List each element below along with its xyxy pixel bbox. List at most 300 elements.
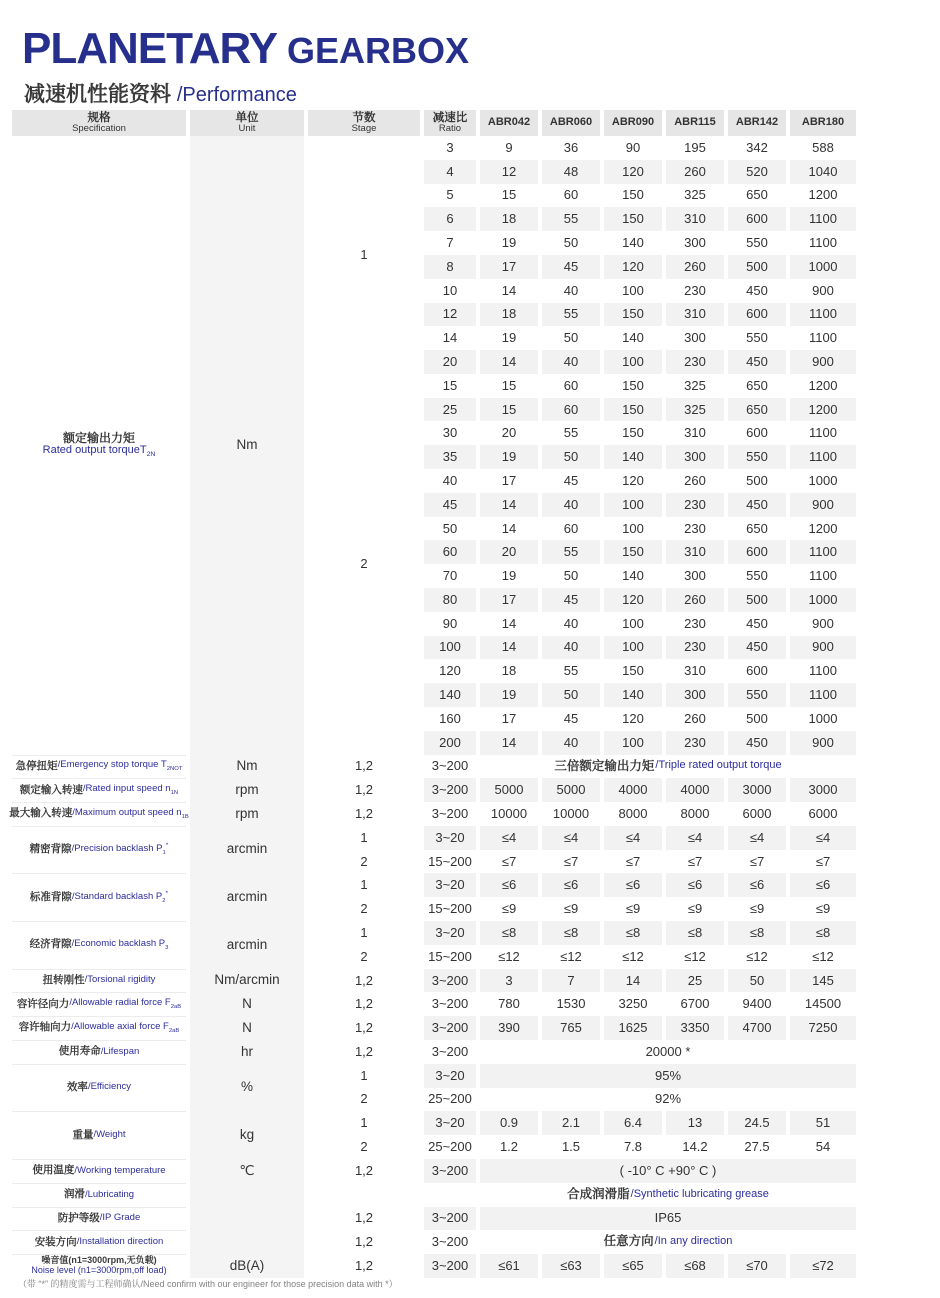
ratio-cell: 3~200 <box>431 1210 469 1226</box>
stage-cell: 2 <box>360 948 368 964</box>
span-value-cell: 任意方向 /In any direction <box>603 1234 733 1249</box>
value-cell: 6000 <box>742 805 772 821</box>
value-cell: ≤12 <box>560 948 582 964</box>
value-cell: ≤4 <box>501 829 517 845</box>
value-cell: 19 <box>501 568 517 584</box>
value-cell: 55 <box>563 425 579 441</box>
value-cell: 325 <box>684 187 706 203</box>
value-cell: 24.5 <box>744 1115 770 1131</box>
group-separator <box>12 1159 186 1160</box>
value-cell: ≤6 <box>625 877 641 893</box>
value-cell: 40 <box>563 734 579 750</box>
value-cell: 9400 <box>742 996 772 1012</box>
ratio-cell: 120 <box>439 663 461 679</box>
value-cell: 500 <box>746 472 768 488</box>
value-cell: 14 <box>501 353 517 369</box>
span-value-cell: 三倍额定输出力矩 /Triple rated output torque <box>554 758 782 773</box>
value-cell: 4000 <box>680 782 710 798</box>
value-cell: ≤7 <box>563 853 579 869</box>
value-cell: 150 <box>622 425 644 441</box>
value-cell: 650 <box>746 377 768 393</box>
value-cell: 3 <box>505 972 513 988</box>
value-cell: 140 <box>622 235 644 251</box>
value-cell: 18 <box>501 211 517 227</box>
unit-label: Nm/arcmin <box>214 972 280 988</box>
value-cell: 650 <box>746 520 768 536</box>
value-cell: 390 <box>498 1020 520 1036</box>
ratio-cell: 100 <box>439 639 461 655</box>
ratio-cell: 35 <box>442 449 458 465</box>
value-cell: 14 <box>625 972 641 988</box>
value-cell: 60 <box>563 187 579 203</box>
value-cell: 48 <box>563 163 579 179</box>
header-cell-stage: 节数 Stage <box>308 110 420 136</box>
unit-label: Nm <box>236 436 258 452</box>
group-separator <box>12 1230 186 1231</box>
span-value-cell: 合成润滑脂 /Synthetic lubricating grease <box>567 1186 769 1201</box>
value-cell: 650 <box>746 401 768 417</box>
value-cell: 55 <box>563 211 579 227</box>
value-cell: 10000 <box>490 805 528 821</box>
ratio-cell: 3~200 <box>431 972 469 988</box>
value-cell: 1100 <box>809 544 837 560</box>
value-cell: 325 <box>684 401 706 417</box>
ratio-cell: 45 <box>442 496 458 512</box>
value-cell: ≤8 <box>815 924 831 940</box>
ratio-cell: 3~200 <box>431 805 469 821</box>
value-cell: 19 <box>501 330 517 346</box>
value-cell: 120 <box>622 591 644 607</box>
stage-cell: 1 <box>360 1115 368 1131</box>
value-cell: 1100 <box>809 211 837 227</box>
value-cell: 15 <box>501 187 517 203</box>
value-cell: 1000 <box>808 258 838 274</box>
value-cell: ≤12 <box>746 948 768 964</box>
value-cell: 19 <box>501 235 517 251</box>
value-cell: 36 <box>563 139 579 155</box>
value-cell: 900 <box>812 615 834 631</box>
value-cell: 4700 <box>742 1020 772 1036</box>
value-cell: ≤9 <box>501 901 517 917</box>
value-cell: 54 <box>815 1139 831 1155</box>
value-cell: 1.5 <box>561 1139 581 1155</box>
value-cell: 100 <box>622 734 644 750</box>
group-separator <box>12 1040 186 1041</box>
ratio-cell: 3~200 <box>431 1234 469 1250</box>
ratio-cell: 15~200 <box>428 853 472 869</box>
value-cell: 900 <box>812 282 834 298</box>
value-cell: 900 <box>812 496 834 512</box>
value-cell: 765 <box>560 1020 582 1036</box>
value-cell: 260 <box>684 591 706 607</box>
spec-label: 防护等级 /IP Grade <box>57 1211 141 1224</box>
value-cell: 1200 <box>808 377 838 393</box>
value-cell: 230 <box>684 353 706 369</box>
value-cell: 55 <box>563 544 579 560</box>
value-cell: 600 <box>746 306 768 322</box>
value-cell: 7250 <box>808 1020 838 1036</box>
value-cell: 45 <box>563 710 579 726</box>
value-cell: 55 <box>563 663 579 679</box>
ratio-cell: 140 <box>439 687 461 703</box>
value-cell: 18 <box>501 663 517 679</box>
value-cell: ≤12 <box>498 948 520 964</box>
span-value-cell: 95% <box>654 1067 682 1083</box>
page-subtitle <box>24 78 297 108</box>
value-cell: ≤68 <box>684 1258 706 1273</box>
value-cell: 40 <box>563 282 579 298</box>
group-separator <box>12 969 186 970</box>
value-cell: 19 <box>501 687 517 703</box>
value-cell: 10000 <box>552 805 590 821</box>
value-cell: 300 <box>684 449 706 465</box>
value-cell: 3000 <box>742 782 772 798</box>
value-cell: ≤6 <box>749 877 765 893</box>
header-cell-specification: 规格 Specification <box>12 110 186 136</box>
value-cell: ≤8 <box>687 924 703 940</box>
value-cell: 25 <box>687 972 703 988</box>
value-cell: 1100 <box>809 330 837 346</box>
value-cell: 0.9 <box>499 1115 519 1131</box>
value-cell: 140 <box>622 687 644 703</box>
header-cell-model-ABR090: ABR090 <box>604 110 662 136</box>
value-cell: ≤12 <box>812 948 834 964</box>
spec-label: 急停扭矩 /Emergency stop torque $T_{2NOT}$ <box>15 759 183 773</box>
ratio-cell: 70 <box>442 568 458 584</box>
value-cell: ≤6 <box>687 877 703 893</box>
group-separator <box>12 826 186 827</box>
value-cell: 1200 <box>808 401 838 417</box>
value-cell: 27.5 <box>744 1139 770 1155</box>
unit-label: arcmin <box>226 888 268 904</box>
ratio-cell: 3~20 <box>435 829 465 845</box>
value-cell: 1200 <box>808 520 838 536</box>
value-cell: 230 <box>684 615 706 631</box>
value-cell: ≤4 <box>749 829 765 845</box>
header-cell-ratio: 减速比 Ratio <box>424 110 476 136</box>
value-cell: ≤7 <box>687 853 703 869</box>
unit-label: dB(A) <box>229 1257 265 1273</box>
value-cell: 300 <box>684 235 706 251</box>
value-cell: ≤9 <box>563 901 579 917</box>
value-cell: 45 <box>563 258 579 274</box>
spec-label: 额定输入转速 /Rated input speed $n_{1N}$ <box>19 783 179 796</box>
spec-label: 精密背隙 /Precision backlash $P_1^*$ <box>29 842 169 857</box>
stage-cell: 2 <box>360 1091 368 1107</box>
span-value-cell: 20000 * <box>645 1043 691 1059</box>
ratio-cell: 8 <box>446 258 454 274</box>
value-cell: 600 <box>746 544 768 560</box>
value-cell: 1100 <box>809 306 837 322</box>
performance-table <box>9 110 856 1278</box>
page-title-primary: PLANETARY <box>22 24 277 73</box>
value-cell: 17 <box>501 472 517 488</box>
value-cell: 9 <box>505 139 513 155</box>
ratio-cell: 40 <box>442 472 458 488</box>
stage-cell: 1,2 <box>354 1234 374 1250</box>
value-cell: 310 <box>684 306 706 322</box>
value-cell: 1530 <box>556 996 586 1012</box>
value-cell: 230 <box>684 520 706 536</box>
value-cell: ≤9 <box>625 901 641 917</box>
value-cell: ≤63 <box>560 1258 582 1273</box>
value-cell: 450 <box>746 615 768 631</box>
value-cell: 50 <box>563 687 579 703</box>
value-cell: 1100 <box>809 425 837 441</box>
value-cell: 550 <box>746 235 768 251</box>
value-cell: 3000 <box>808 782 838 798</box>
spec-label: 安装方向 /Installation direction <box>34 1235 164 1248</box>
value-cell: ≤4 <box>687 829 703 845</box>
value-cell: 1.2 <box>499 1139 519 1155</box>
unit-label: N <box>242 996 252 1012</box>
value-cell: 1100 <box>809 568 837 584</box>
value-cell: 310 <box>684 544 706 560</box>
value-cell: 18 <box>501 306 517 322</box>
value-cell: 500 <box>746 258 768 274</box>
value-cell: 14.2 <box>682 1139 708 1155</box>
value-cell: 500 <box>746 591 768 607</box>
ratio-cell: 25 <box>442 401 458 417</box>
value-cell: 40 <box>563 615 579 631</box>
value-cell: 450 <box>746 282 768 298</box>
value-cell: 100 <box>622 639 644 655</box>
value-cell: 2.1 <box>561 1115 581 1131</box>
ratio-cell: 20 <box>442 353 458 369</box>
spec-label: 最大输入转速 /Maximum output speed $n_{1B}$ <box>9 806 189 820</box>
ratio-cell: 15~200 <box>428 948 472 964</box>
value-cell: 300 <box>684 687 706 703</box>
unit-label: rpm <box>235 781 259 797</box>
value-cell: 6700 <box>680 996 710 1012</box>
value-cell: 450 <box>746 496 768 512</box>
value-cell: 50 <box>749 972 765 988</box>
value-cell: 140 <box>622 449 644 465</box>
value-cell: 4000 <box>618 782 648 798</box>
value-cell: 150 <box>622 377 644 393</box>
value-cell: 5000 <box>494 782 524 798</box>
spec-label: 润滑 /Lubricating <box>63 1187 135 1200</box>
value-cell: 14 <box>501 615 517 631</box>
value-cell: 100 <box>622 520 644 536</box>
ratio-cell: 14 <box>442 330 458 346</box>
ratio-cell: 7 <box>446 235 454 251</box>
stage-cell: 1,2 <box>354 1020 374 1036</box>
value-cell: 342 <box>746 139 768 155</box>
value-cell: 50 <box>563 330 579 346</box>
value-cell: 550 <box>746 449 768 465</box>
value-cell: 17 <box>501 710 517 726</box>
stage-cell: 1,2 <box>354 805 374 821</box>
value-cell: ≤8 <box>625 924 641 940</box>
value-cell: 40 <box>563 353 579 369</box>
value-cell: 100 <box>622 496 644 512</box>
unit-label: Nm <box>236 758 258 774</box>
value-cell: 14 <box>501 734 517 750</box>
spec-label: 重量 /Weight <box>72 1128 126 1141</box>
value-cell: 17 <box>501 591 517 607</box>
ratio-cell: 12 <box>442 306 458 322</box>
span-value-cell: IP65 <box>654 1210 682 1226</box>
stage-cell: 1,2 <box>354 1043 374 1059</box>
value-cell: ≤8 <box>563 924 579 940</box>
value-cell: 8000 <box>618 805 648 821</box>
ratio-cell: 3~20 <box>435 1067 465 1083</box>
value-cell: 14500 <box>804 996 842 1012</box>
value-cell: 300 <box>684 330 706 346</box>
value-cell: 260 <box>684 472 706 488</box>
value-cell: 60 <box>563 520 579 536</box>
group-separator <box>12 1064 186 1065</box>
value-cell: ≤8 <box>501 924 517 940</box>
value-cell: 3250 <box>618 996 648 1012</box>
page-title-secondary: GEARBOX <box>287 30 470 71</box>
value-cell: 520 <box>746 163 768 179</box>
value-cell: 145 <box>812 972 834 988</box>
value-cell: 40 <box>563 639 579 655</box>
value-cell: 600 <box>746 211 768 227</box>
subtitle-english: /Performance <box>176 84 297 106</box>
spec-label: 效率 /Efficiency <box>66 1080 132 1093</box>
ratio-cell: 60 <box>442 544 458 560</box>
spec-label: 经济背隙 /Economic backlash $P_3$ <box>29 937 169 951</box>
unit-label: rpm <box>235 805 259 821</box>
stage-cell: 1 <box>360 1067 368 1083</box>
value-cell: 300 <box>684 568 706 584</box>
value-cell: ≤9 <box>815 901 831 917</box>
span-value-cell: 92% <box>654 1091 682 1107</box>
value-cell: ≤8 <box>749 924 765 940</box>
value-cell: 780 <box>498 996 520 1012</box>
stage-cell: 1,2 <box>354 1210 374 1226</box>
value-cell: 260 <box>684 710 706 726</box>
value-cell: ≤7 <box>625 853 641 869</box>
value-cell: 15 <box>501 377 517 393</box>
value-cell: 100 <box>622 282 644 298</box>
value-cell: ≤9 <box>687 901 703 917</box>
page-header <box>22 24 469 74</box>
ratio-cell: 25~200 <box>428 1139 472 1155</box>
value-cell: 230 <box>684 496 706 512</box>
value-cell: 900 <box>812 639 834 655</box>
value-cell: 1100 <box>809 663 837 679</box>
unit-label: N <box>242 1019 252 1035</box>
value-cell: 6000 <box>808 805 838 821</box>
footnote: （带 “*” 的精度需与工程师确认/Need confirm with our engineer for those precision data with *） <box>18 1279 398 1289</box>
value-cell: 120 <box>622 472 644 488</box>
value-cell: 19 <box>501 449 517 465</box>
subtitle-chinese: 减速机性能资料 <box>24 83 177 106</box>
ratio-cell: 90 <box>442 615 458 631</box>
stage-cell: 1 <box>360 829 368 845</box>
ratio-cell: 3~20 <box>435 924 465 940</box>
ratio-cell: 3 <box>446 139 454 155</box>
stage-cell: 1,2 <box>354 782 374 798</box>
ratio-cell: 50 <box>442 520 458 536</box>
value-cell: 310 <box>684 211 706 227</box>
value-cell: 50 <box>563 449 579 465</box>
value-cell: 50 <box>563 235 579 251</box>
stage-cell: 1,2 <box>354 1162 374 1178</box>
value-cell: 550 <box>746 687 768 703</box>
ratio-cell: 3~200 <box>431 1043 469 1059</box>
ratio-cell: 15 <box>442 377 458 393</box>
value-cell: 90 <box>625 139 641 155</box>
value-cell: 140 <box>622 330 644 346</box>
value-cell: 1000 <box>808 472 838 488</box>
value-cell: 14 <box>501 496 517 512</box>
value-cell: 17 <box>501 258 517 274</box>
group-separator <box>12 1016 186 1017</box>
value-cell: 3350 <box>680 1020 710 1036</box>
value-cell: 140 <box>622 568 644 584</box>
value-cell: 14 <box>501 639 517 655</box>
group-separator <box>12 1207 186 1208</box>
spec-label: 扭转刚性 /Torsional rigidity <box>42 973 156 986</box>
value-cell: 13 <box>687 1115 703 1131</box>
header-cell-unit: 单位 Unit <box>190 110 304 136</box>
value-cell: 588 <box>812 139 834 155</box>
stage-cell: 1,2 <box>354 758 374 774</box>
value-cell: ≤72 <box>812 1258 834 1273</box>
header-cell-model-ABR180: ABR180 <box>790 110 856 136</box>
ratio-cell: 5 <box>446 187 454 203</box>
value-cell: 100 <box>622 353 644 369</box>
value-cell: 550 <box>746 330 768 346</box>
value-cell: ≤70 <box>746 1258 768 1273</box>
value-cell: 100 <box>622 615 644 631</box>
value-cell: 150 <box>622 187 644 203</box>
value-cell: 150 <box>622 306 644 322</box>
value-cell: 230 <box>684 282 706 298</box>
value-cell: 450 <box>746 639 768 655</box>
value-cell: 150 <box>622 401 644 417</box>
ratio-cell: 15~200 <box>428 901 472 917</box>
stage-cell: 1,2 <box>354 972 374 988</box>
value-cell: ≤6 <box>815 877 831 893</box>
header-cell-model-ABR060: ABR060 <box>542 110 600 136</box>
value-cell: 450 <box>746 353 768 369</box>
ratio-cell: 200 <box>439 734 461 750</box>
ratio-cell: 80 <box>442 591 458 607</box>
unit-label: arcmin <box>226 841 268 857</box>
value-cell: 550 <box>746 568 768 584</box>
value-cell: 900 <box>812 353 834 369</box>
value-cell: ≤9 <box>749 901 765 917</box>
span-value-cell: ( -10° C +90° C ) <box>619 1162 717 1178</box>
group-separator <box>12 1111 186 1112</box>
value-cell: ≤12 <box>684 948 706 964</box>
ratio-cell: 3~200 <box>431 996 469 1012</box>
value-cell: 1100 <box>809 687 837 703</box>
ratio-cell: 30 <box>442 425 458 441</box>
spec-label: 容许径向力 /Allowable radial force $F_{2aB}$ <box>16 997 182 1011</box>
ratio-cell: 160 <box>439 710 461 726</box>
stage-cell: 1 <box>360 924 368 940</box>
value-cell: 120 <box>622 163 644 179</box>
header-cell-model-ABR115: ABR115 <box>666 110 724 136</box>
value-cell: 310 <box>684 663 706 679</box>
value-cell: ≤6 <box>563 877 579 893</box>
value-cell: 51 <box>815 1115 831 1131</box>
stage-cell: 1 <box>360 246 368 262</box>
group-separator <box>12 802 186 803</box>
spec-label: 使用寿命 /Lifespan <box>58 1045 140 1058</box>
value-cell: 14 <box>501 520 517 536</box>
value-cell: 1100 <box>809 235 837 251</box>
value-cell: 45 <box>563 591 579 607</box>
value-cell: 55 <box>563 306 579 322</box>
